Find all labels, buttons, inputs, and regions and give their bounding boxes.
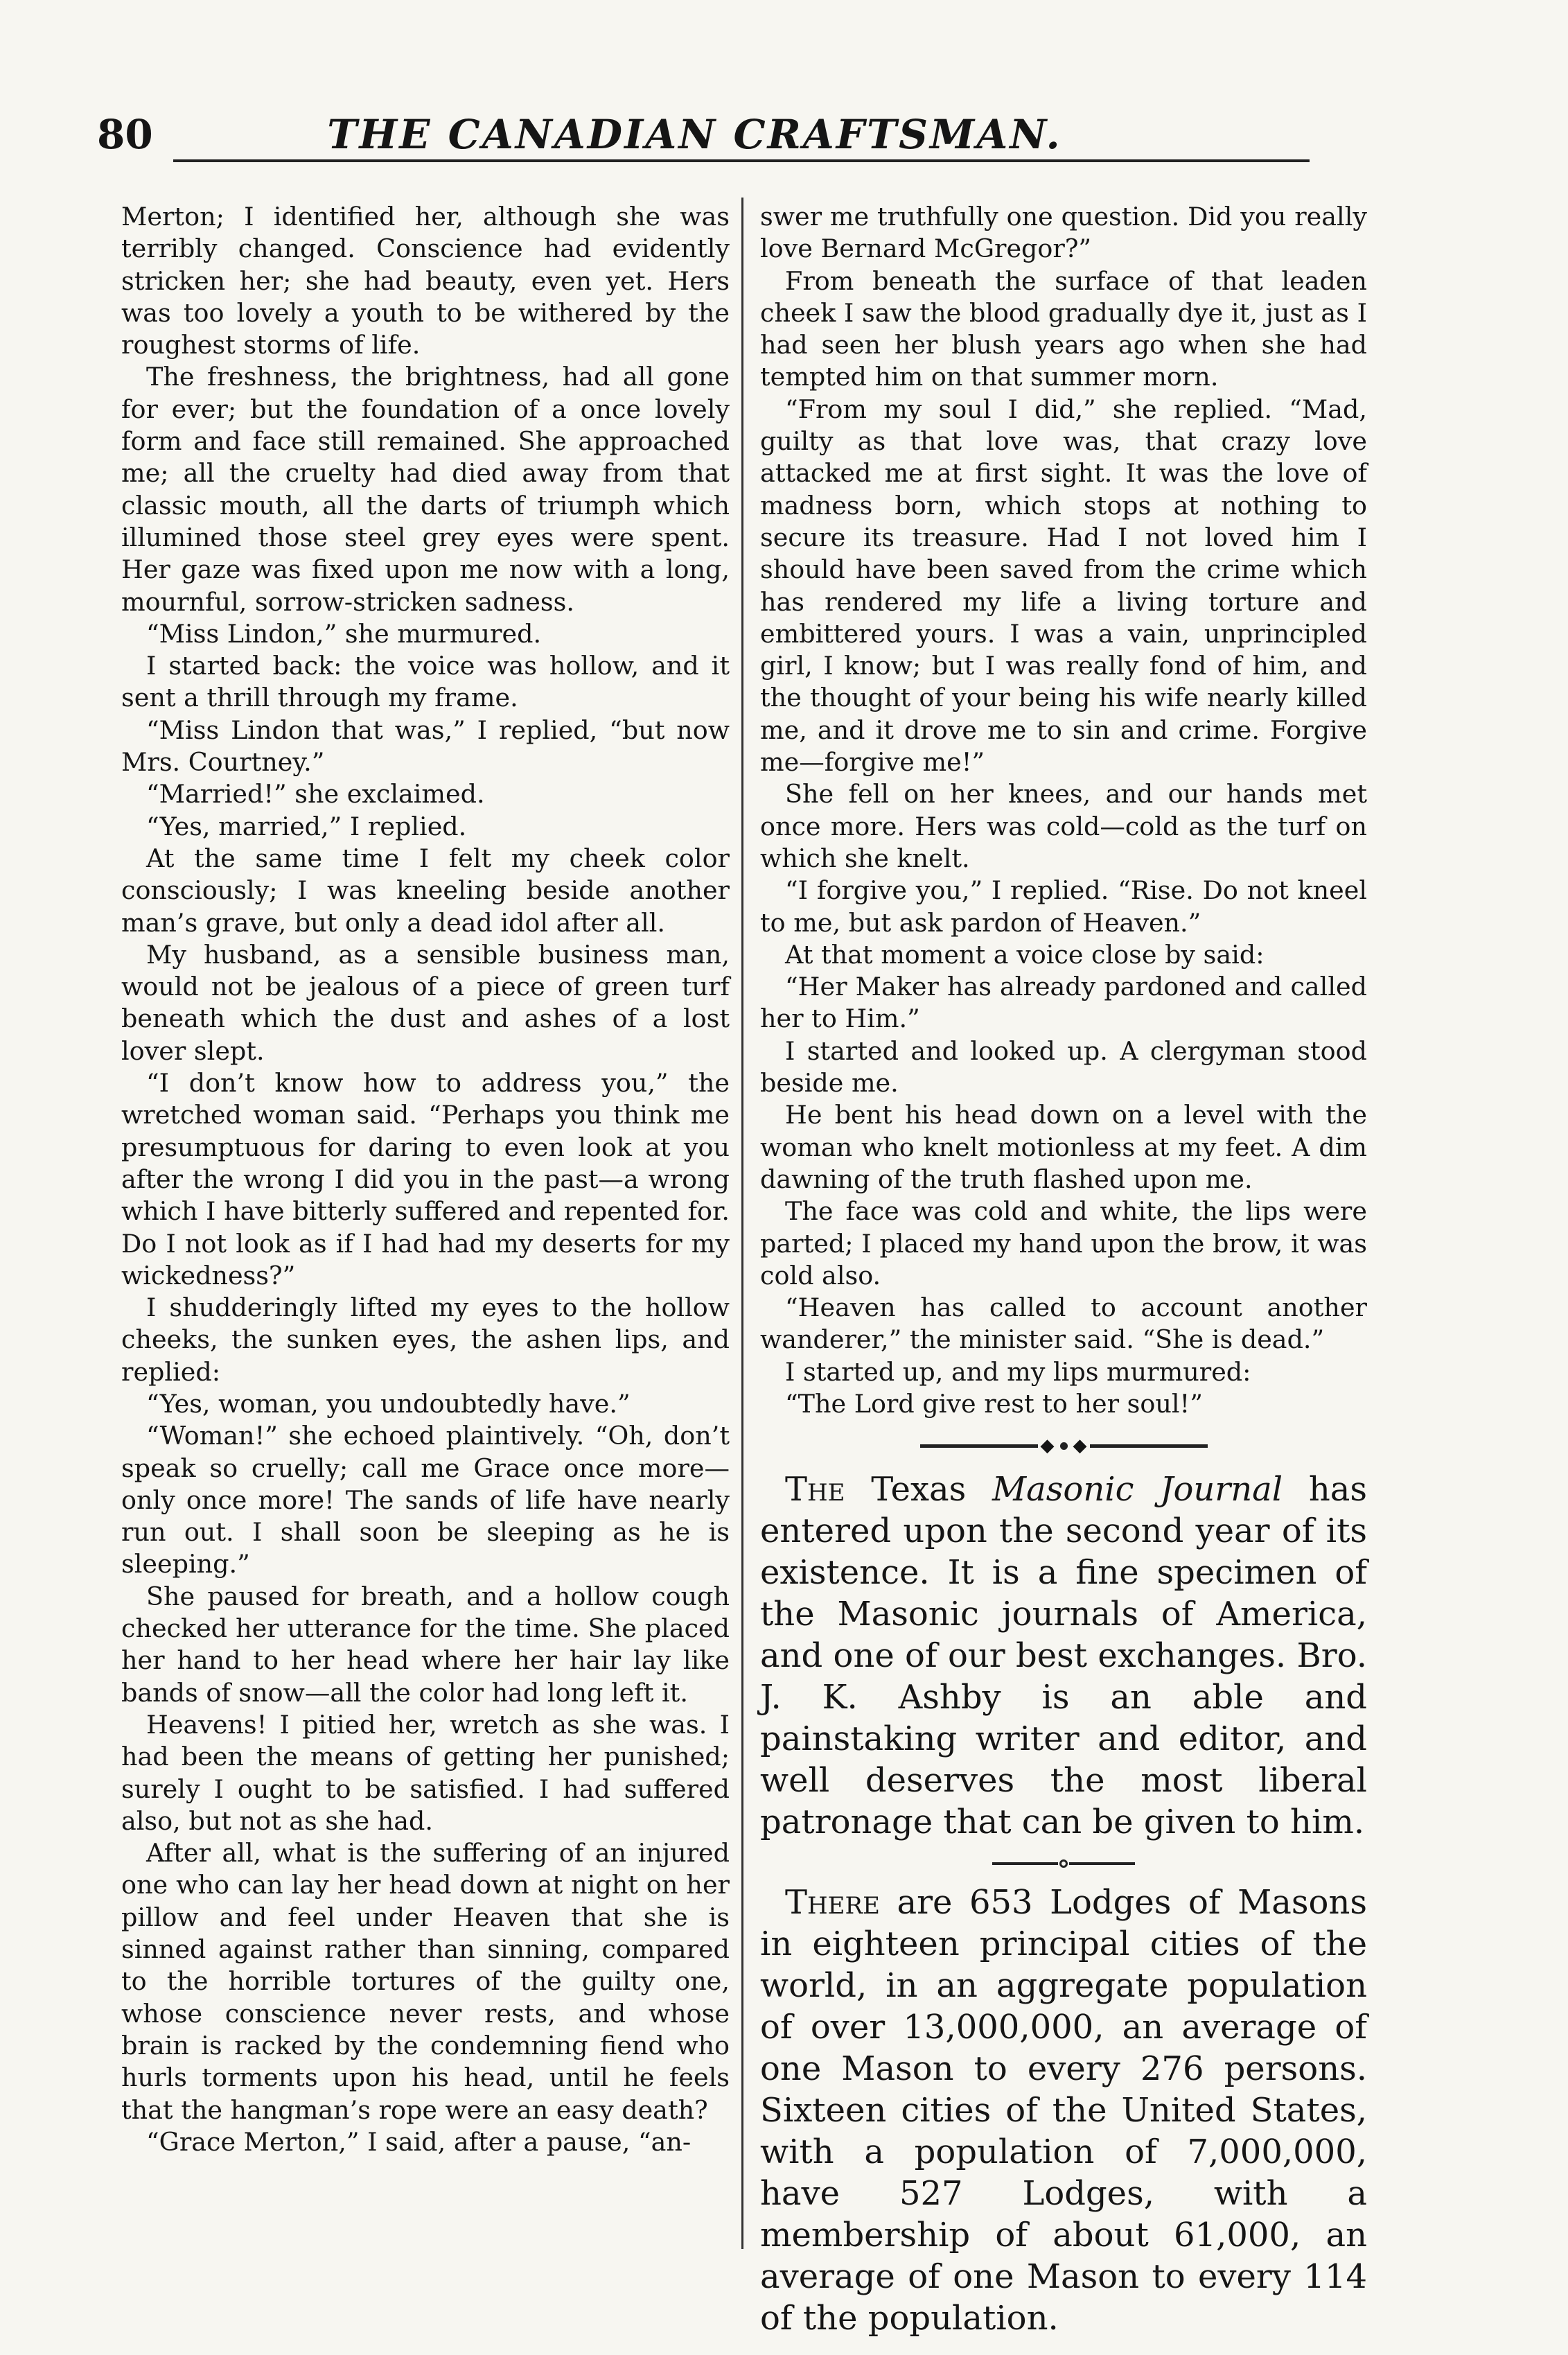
paragraph: She paused for breath, and a hollow cough checked her utterance for the time. She placed her hand to her head where her hair lay like bands of snow—all the color had long left it. [121,1581,730,1708]
paragraph: swer me truthfully one question. Did you really love Bernard McGregor?” [760,202,1367,264]
paragraph: “Yes, married,” I replied. [146,811,467,841]
story-end-ornament: ◆ ◆ [760,1437,1367,1455]
notice-texas-journal: The Texas Masonic Journal has entered upon the second year of its existence. It is a fine specimen of the Masonic journals of America, and one of our best exchanges. Bro. J. K. Ashby is an able and painstaking writer and editor, and well deserves the most liberal patronage that can be given to him. [760,1470,1368,1842]
paragraph: At that moment a voice close by said: [785,939,1265,970]
paragraph: “The Lord give rest to her soul!” [785,1388,1203,1419]
paragraph: I started back: the voice was hollow, and it sent a thrill through my frame. [121,651,730,713]
paragraph: I started and looked up. A clergyman stood beside me. [760,1035,1367,1098]
paragraph: “I forgive you,” I replied. “Rise. Do not kneel to me, but ask pardon of Heaven.” [760,875,1367,938]
right-column [760,201,1367,2339]
notice-separator [760,1859,1367,1868]
notice-lodge-statistics: There are 653 Lodges of Masons in eighteen principal cities of the world, in an aggregate population of over 13,000,000, an average of one Mason to every 276 persons. Sixteen cities of the United States, with a population of 7,000,000, have 527 Lodges, with a membership of about 61,000, an average of one Mason to every 114 of the population. [760,1883,1367,2338]
paragraph: At the same time I felt my cheek color consciously; I was kneeling beside another man’s grave, but only a dead idol after all. [121,843,730,938]
paragraph: “Yes, woman, you undoubtedly have.” [146,1388,631,1419]
page-header [97,111,1292,173]
page-title: THE CANADIAN CRAFTSMAN. [327,111,1062,158]
paragraph: “Woman!” she echoed plaintively. “Oh, don’t speak so cruelly; call me Grace once more—only once more! The sands of life have nearly run out. I shall soon be sleeping as he is sleeping.” [121,1421,730,1579]
left-column [121,201,730,2158]
paragraph: I shudderingly lifted my eyes to the hollow cheeks, the sunken eyes, the ashen lips, and replied: [121,1293,730,1387]
paragraph: “Grace Merton,” I said, after a pause, “an- [146,2126,691,2157]
paragraph: The freshness, the brightness, had all gone for ever; but the foundation of a once lovely form and face still remained. She approached me; all the cruelty had died away from that classic mouth, all the darts of triumph which illumined those steel grey eyes were spent. Her gaze was fixed upon me now with a long, mournful, sorrow-stricken sadness. [121,362,730,617]
paragraph: Merton; I identified her, although she was terribly changed. Conscience had evidently stricken her; she had beauty, even yet. Hers was too lovely a youth to be withered by the roughest storms of life. [121,202,730,360]
paragraph: My husband, as a sensible business man, would not be jealous of a piece of green turf beneath which the dust and ashes of a lost lover slept. [121,939,730,1066]
column-divider [741,198,743,2249]
paragraph: The face was cold and white, the lips were parted; I placed my hand upon the brow, it was cold also. [760,1196,1367,1290]
paragraph: “Miss Lindon that was,” I replied, “but now Mrs. Courtney.” [121,715,730,778]
paragraph: From beneath the surface of that leaden cheek I saw the blood gradually dye it, just as I had seen her blush years ago when she had tempted him on that summer morn. [760,265,1367,392]
paragraph: He bent his head down on a level with the woman who knelt motionless at my feet. A dim dawning of the truth flashed upon me. [760,1100,1367,1194]
paragraph: “Heaven has called to account another wanderer,” the minister said. “She is dead.” [760,1293,1367,1355]
paragraph: She fell on her knees, and our hands met once more. Hers was cold—cold as the turf on which she knelt. [760,779,1367,873]
paragraph: “From my soul I did,” she replied. “Mad, guilty as that love was, that crazy love attacked me at first sight. It was the love of madness born, which stops at nothing to secure its treasure. Had I not loved him I should have been saved from the crime which has rendered my life a living torture and embittered yours. I was a vain, unprincipled girl, I know; but I was really fond of him, and the thought of your being his wife nearly killed me, and it drove me to sin and crime. Forgive me—forgive me!” [760,394,1367,778]
paragraph: “I don’t know how to address you,” the wretched woman said. “Perhaps you think me presumptuous for daring to even look at you after the wrong I did you in the past—a wrong which I have bitterly suffered and repented for. Do I not look as if I had had my deserts for my wickedness?” [121,1068,730,1290]
paragraph: “Miss Lindon,” she murmured. [146,618,542,649]
paragraph: After all, what is the suffering of an injured one who can lay her head down at night on her pillow and feel under Heaven that she is sinned against rather than sinning, compared to the horrible tortures of the guilty one, whose conscience never rests, and whose brain is racked by the condemning fiend who hurls torments upon his head, until he feels that the hangman’s rope were an easy death? [121,1838,730,2125]
header-rule [173,159,1310,162]
paragraph: I started up, and my lips murmured: [785,1356,1251,1387]
page-number: 80 [97,111,153,158]
paragraph: “Her Maker has already pardoned and called her to Him.” [760,972,1367,1034]
paragraph: “Married!” she exclaimed. [146,779,485,809]
paragraph: Heavens! I pitied her, wretch as she was. I had been the means of getting her punished; surely I ought to be satisfied. I had suffered also, but not as she had. [121,1709,730,1836]
